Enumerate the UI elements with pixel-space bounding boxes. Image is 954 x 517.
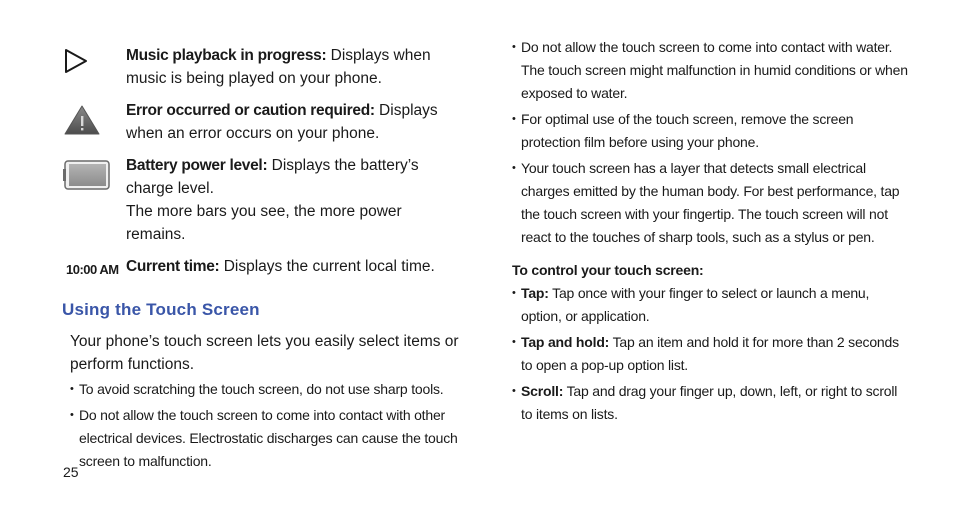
list-item: • Do not allow the touch screen to come into contact with water. The touch screen might malfunction in humid conditions or when exposed to water. bbox=[512, 36, 912, 105]
list-item: • To avoid scratching the touch screen, do not use sharp tools. bbox=[62, 378, 462, 401]
status-label: Error occurred or caution required: bbox=[126, 102, 375, 119]
status-description-extra: The more bars you see, the more power remains. bbox=[126, 203, 402, 243]
list-item: • Your touch screen has a layer that detects small electrical charges emitted by the human body. For best performance, tap the touch screen with your fingertip. The touch screen will not react to the touches of sharp tools, such as a stylus or pen. bbox=[512, 157, 912, 249]
status-description: Displays when an error occurs on your phone. bbox=[126, 102, 438, 142]
control-description: Tap once with your finger to select or launch a menu, option, or application. bbox=[521, 285, 870, 324]
page-number: 25 bbox=[63, 464, 79, 480]
list-item: • For optimal use of the touch screen, remove the screen protection film before using your phone. bbox=[512, 108, 912, 154]
warning-triangle-icon bbox=[62, 103, 102, 144]
status-icon-row-error bbox=[62, 99, 462, 145]
list-item: • Do not allow the touch screen to come into contact with other electrical devices. Electrostatic discharges can cause the touch screen to malfunction. bbox=[62, 404, 462, 473]
right-column bbox=[512, 36, 912, 426]
control-item-tap bbox=[512, 282, 912, 328]
section-intro: Your phone’s touch screen lets you easily select items or perform functions. bbox=[70, 333, 459, 373]
controls-subheading: To control your touch screen: bbox=[512, 262, 704, 278]
status-description: Displays when music is being played on your phone. bbox=[126, 47, 431, 87]
left-column bbox=[62, 40, 462, 473]
control-label: Tap: bbox=[521, 285, 549, 301]
clock-time-label: 10:00 AM bbox=[66, 262, 119, 277]
control-item-tap-and-hold bbox=[512, 331, 912, 377]
control-description: Tap and drag your finger up, down, left, or right to scroll to items on lists. bbox=[521, 383, 898, 422]
control-label: Scroll: bbox=[521, 383, 564, 399]
control-item-scroll bbox=[512, 380, 912, 426]
status-description: Displays the current local time. bbox=[219, 258, 435, 275]
control-description: Tap an item and hold it for more than 2 seconds to open a pop-up option list. bbox=[521, 334, 899, 373]
battery-icon bbox=[62, 158, 112, 199]
status-icon-row-time bbox=[62, 255, 462, 278]
play-outline-icon bbox=[62, 48, 90, 81]
section-title: Using the Touch Screen bbox=[62, 300, 260, 319]
status-label: Music playback in progress: bbox=[126, 47, 327, 64]
control-label: Tap and hold: bbox=[521, 334, 610, 350]
status-label: Current time: bbox=[126, 258, 220, 275]
status-icon-row-battery bbox=[62, 154, 462, 246]
status-label: Battery power level: bbox=[126, 157, 268, 174]
status-icon-row-music bbox=[62, 44, 462, 90]
status-description: Displays the battery’s charge level. bbox=[126, 157, 419, 197]
